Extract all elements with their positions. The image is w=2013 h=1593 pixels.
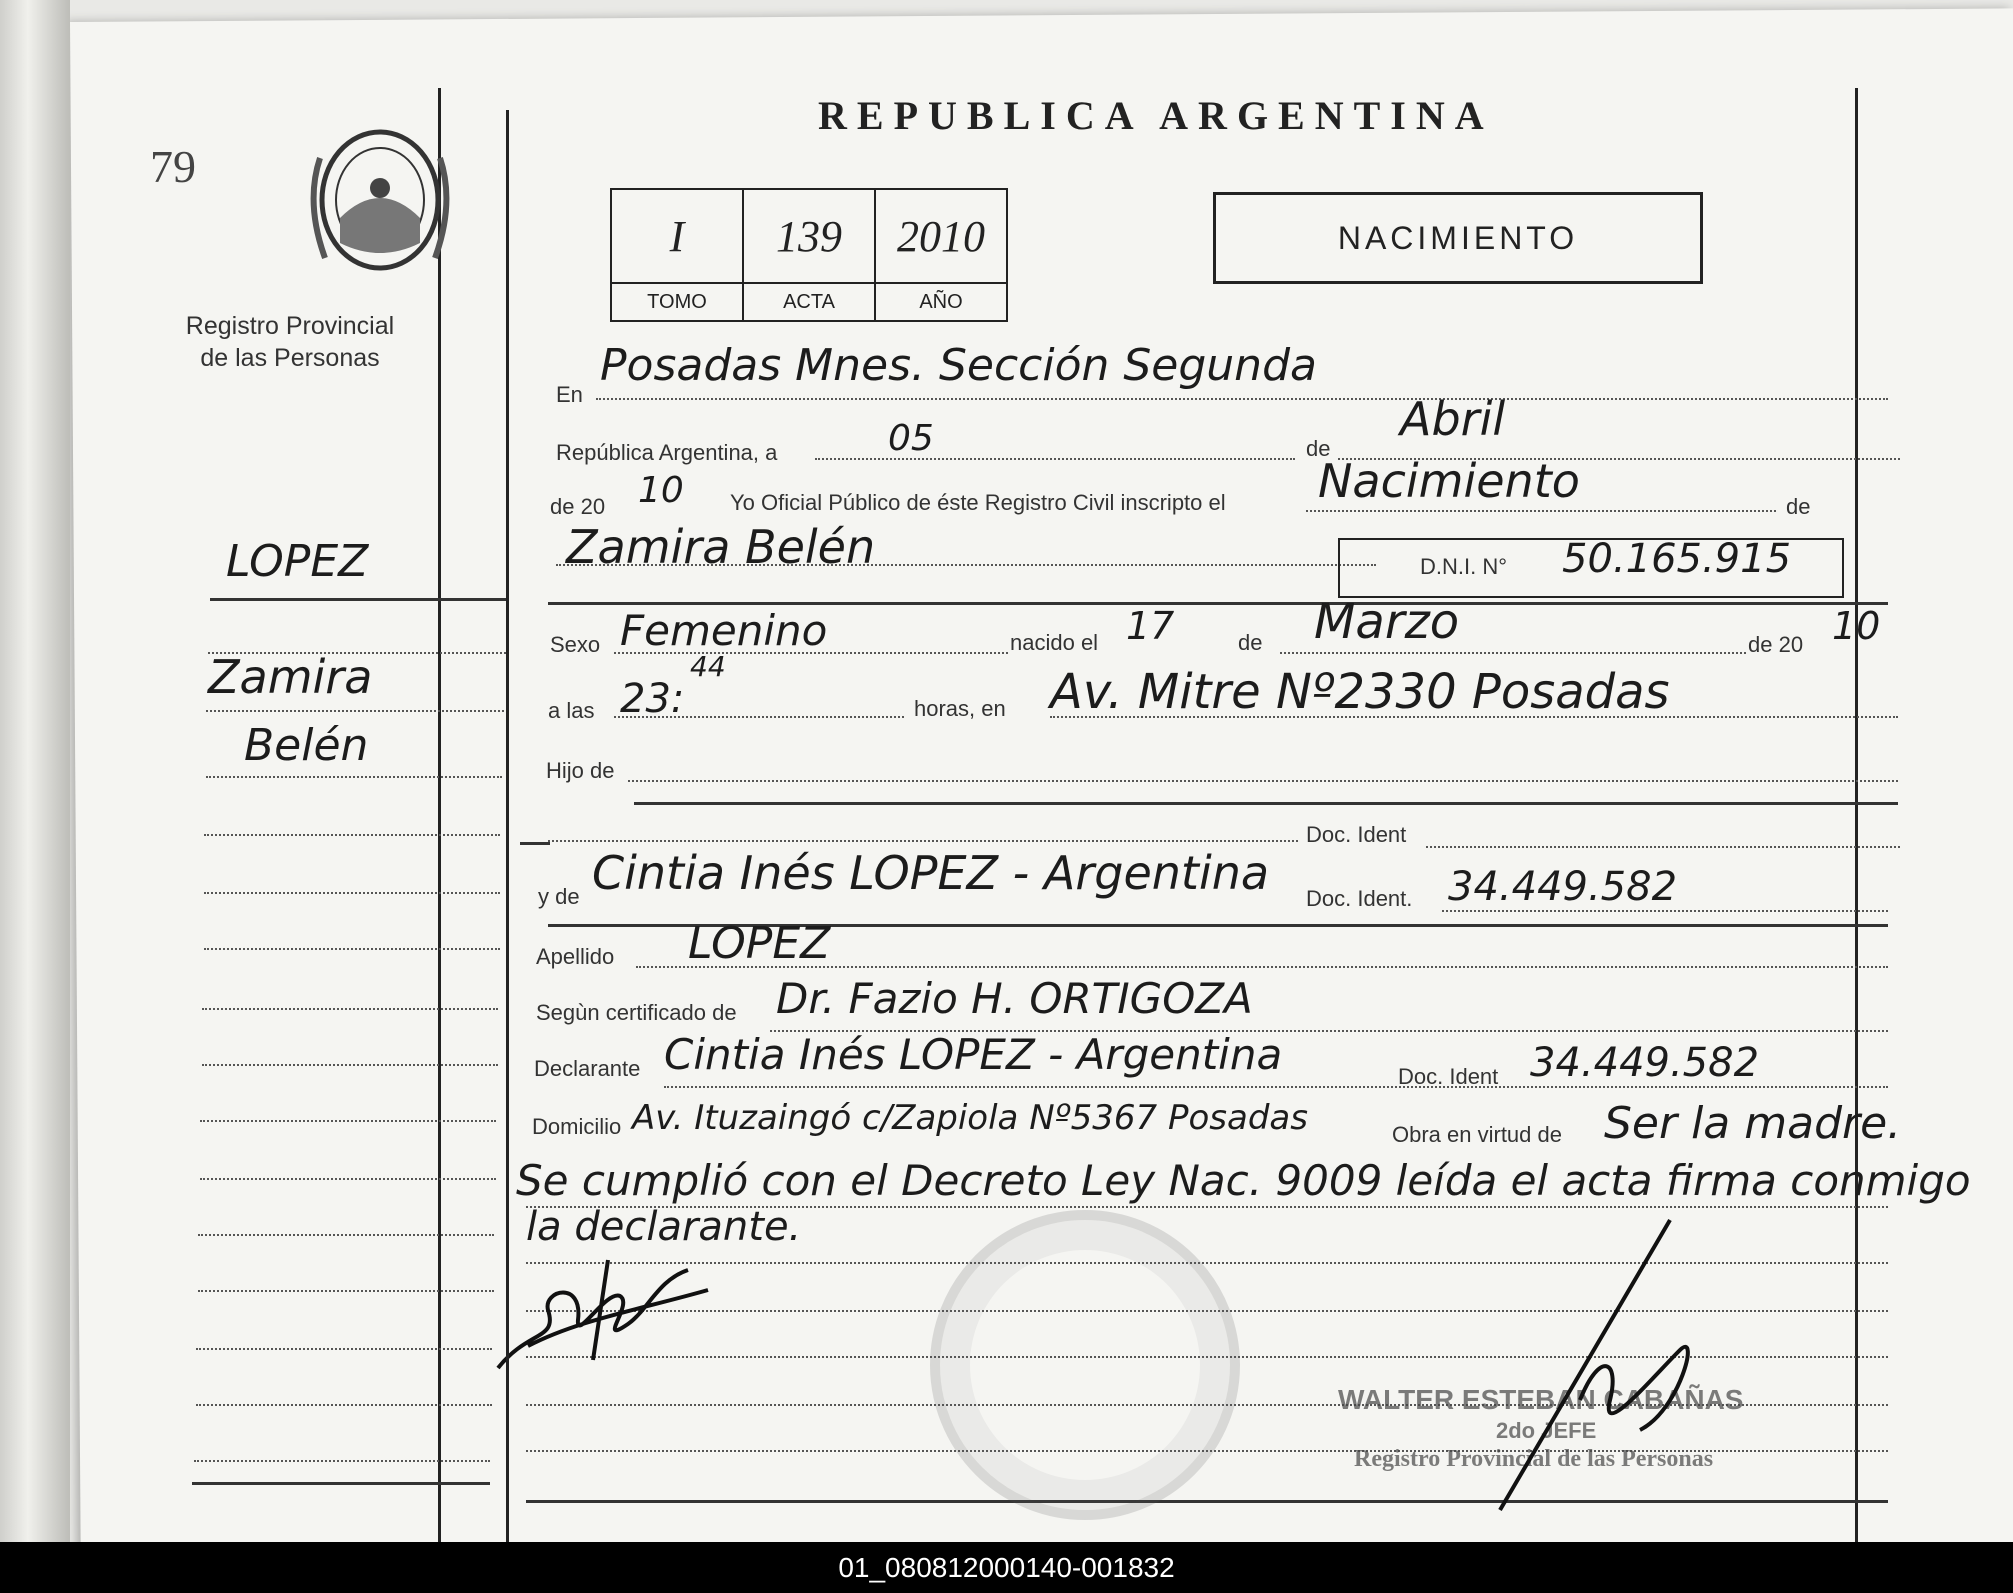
nota-line-2: la declarante. <box>526 1204 802 1250</box>
anio-label: AÑO <box>875 283 1007 321</box>
anio-value: 2010 <box>875 189 1007 283</box>
domicilio-label: Domicilio <box>532 1114 622 1139</box>
stamp-officer: WALTER ESTEBAN CABAÑAS <box>1338 1384 1744 1415</box>
apellido-value: LOPEZ <box>688 918 831 969</box>
margin-column-divider <box>506 110 509 1542</box>
margin-line-15 <box>194 1460 490 1462</box>
de-mes-label: de <box>1238 630 1263 655</box>
de-label: de <box>1306 436 1331 461</box>
tipo-inscripcion-value: Nacimiento <box>1318 454 1580 508</box>
anio-corto-value: 10 <box>638 470 684 511</box>
nac-mes-value: Marzo <box>1314 594 1460 650</box>
padre-line <box>548 840 1298 842</box>
padre-doc-line <box>1426 846 1900 848</box>
en-label: En <box>556 382 583 407</box>
officer-signature <box>1480 1200 1720 1520</box>
book-spine-edge <box>0 0 70 1542</box>
declarant-signature <box>488 1250 728 1390</box>
lugar-value: Posadas Mnes. Sección Segunda <box>600 340 1317 391</box>
nota-line-1: Se cumplió con el Decreto Ley Nac. 9009 leída el acta firma conmigo <box>516 1156 1971 1205</box>
dni-value: 50.165.915 <box>1562 536 1792 582</box>
obra-label: Obra en virtud de <box>1392 1122 1562 1147</box>
section-tick <box>520 842 550 845</box>
horas-label: horas, en <box>914 696 1006 721</box>
sexo-label: Sexo <box>550 632 601 657</box>
tomo-label: TOMO <box>611 283 743 321</box>
margin-rule-1 <box>210 598 508 601</box>
hijo-label: Hijo de <box>546 758 615 783</box>
margin-line-7 <box>202 1008 498 1010</box>
virtud-value: Ser la madre. <box>1604 1098 1902 1149</box>
declarante-label: Declarante <box>534 1056 641 1081</box>
document-title: REPUBLICA ARGENTINA <box>818 93 1494 138</box>
mes-value: Abril <box>1400 392 1506 446</box>
acta-label: ACTA <box>743 283 875 321</box>
nac-anio-value: 10 <box>1832 604 1881 648</box>
lugar-nac-line <box>1050 716 1898 718</box>
segun-label: Segùn certificado de <box>536 1000 737 1025</box>
nacido-label: nacido el <box>1010 630 1099 655</box>
lugar-line <box>596 398 1888 400</box>
nac-mes-line <box>1280 652 1746 654</box>
doc-ident2-label: Doc. Ident. <box>1306 886 1413 911</box>
margin-apellido: LOPEZ <box>226 536 369 587</box>
nombre-value: Zamira Belén <box>566 520 876 574</box>
dni-label: D.N.I. N° <box>1420 554 1508 579</box>
margin-line-4 <box>204 834 500 836</box>
misiones-crest-icon <box>300 118 460 288</box>
section-divider-1 <box>548 602 1888 605</box>
nombre-line <box>556 564 1376 566</box>
image-id-footer: 01_080812000140-001832 <box>0 1542 2013 1593</box>
apellido-label: Apellido <box>536 944 615 969</box>
a-las-label: a las <box>548 698 595 723</box>
madre-doc-line <box>1442 910 1888 912</box>
certificado-value: Dr. Fazio H. ORTIGOZA <box>776 974 1253 1023</box>
domicilio-value: Av. Ituzaingó c/Zapiola Nº5367 Posadas <box>632 1098 1308 1138</box>
dia-value: 05 <box>888 418 934 459</box>
registry-label-line-1: Registro Provincial <box>185 312 395 340</box>
hora-line <box>614 716 904 718</box>
registry-label <box>160 310 420 374</box>
margin-line-5 <box>204 892 500 894</box>
margin-line-11 <box>198 1234 494 1236</box>
registry-label-line-2: de las Personas <box>200 344 380 372</box>
margin-line-6 <box>204 948 500 950</box>
nac-dia-value: 17 <box>1126 604 1175 648</box>
margin-nombre-2: Belén <box>244 720 369 771</box>
republica-label: República Argentina, a <box>556 440 778 465</box>
oficial-label: Yo Oficial Público de éste Registro Civil inscripto el <box>730 490 1226 515</box>
margin-line-9 <box>200 1120 496 1122</box>
sexo-line <box>614 652 1008 654</box>
stamp-role: 2do JEFE <box>1496 1418 1597 1443</box>
de-end-label: de <box>1786 494 1811 519</box>
acta-value: 139 <box>743 189 875 283</box>
tomo-value: I <box>611 189 743 283</box>
record-number-table <box>610 188 1008 322</box>
madre-value: Cintia Inés LOPEZ - Argentina <box>592 846 1270 900</box>
madre-doc-value: 34.449.582 <box>1448 864 1678 910</box>
tipo-line <box>1306 510 1776 512</box>
record-type-box: NACIMIENTO <box>1213 192 1703 284</box>
hijo-line <box>628 780 1898 782</box>
declarante-line <box>664 1086 1888 1088</box>
doc-ident-label: Doc. Ident <box>1306 822 1407 847</box>
margin-line-13 <box>196 1348 492 1350</box>
de20-label: de 20 <box>550 494 606 519</box>
official-seal <box>930 1210 1240 1520</box>
page-number: 79 <box>150 141 196 192</box>
hora-value: 23: <box>620 676 685 722</box>
minutos-value: 44 <box>690 650 726 683</box>
margin-line-3 <box>206 776 502 778</box>
margin-line-10 <box>200 1178 496 1180</box>
de20b-label: de 20 <box>1748 632 1804 657</box>
margin-nombre-1: Zamira <box>208 650 373 704</box>
margin-line-2 <box>206 710 504 712</box>
sexo-value: Femenino <box>620 606 828 655</box>
margin-line-12 <box>198 1290 494 1292</box>
hijo-underline <box>634 802 1898 805</box>
declarante-doc-value: 34.449.582 <box>1530 1040 1760 1086</box>
apellido-line <box>636 966 1888 968</box>
doc-ident3-label: Doc. Ident <box>1398 1064 1499 1089</box>
stamp-office: Registro Provincial de las Personas <box>1354 1446 1714 1472</box>
lugar-nac-value: Av. Mitre Nº2330 Posadas <box>1050 664 1670 720</box>
dia-line <box>815 458 1295 460</box>
declarante-value: Cintia Inés LOPEZ - Argentina <box>664 1030 1283 1079</box>
y-de-label: y de <box>538 884 580 909</box>
margin-line-14 <box>196 1404 492 1406</box>
margin-line-8 <box>202 1064 498 1066</box>
margin-bottom-rule <box>192 1482 490 1485</box>
